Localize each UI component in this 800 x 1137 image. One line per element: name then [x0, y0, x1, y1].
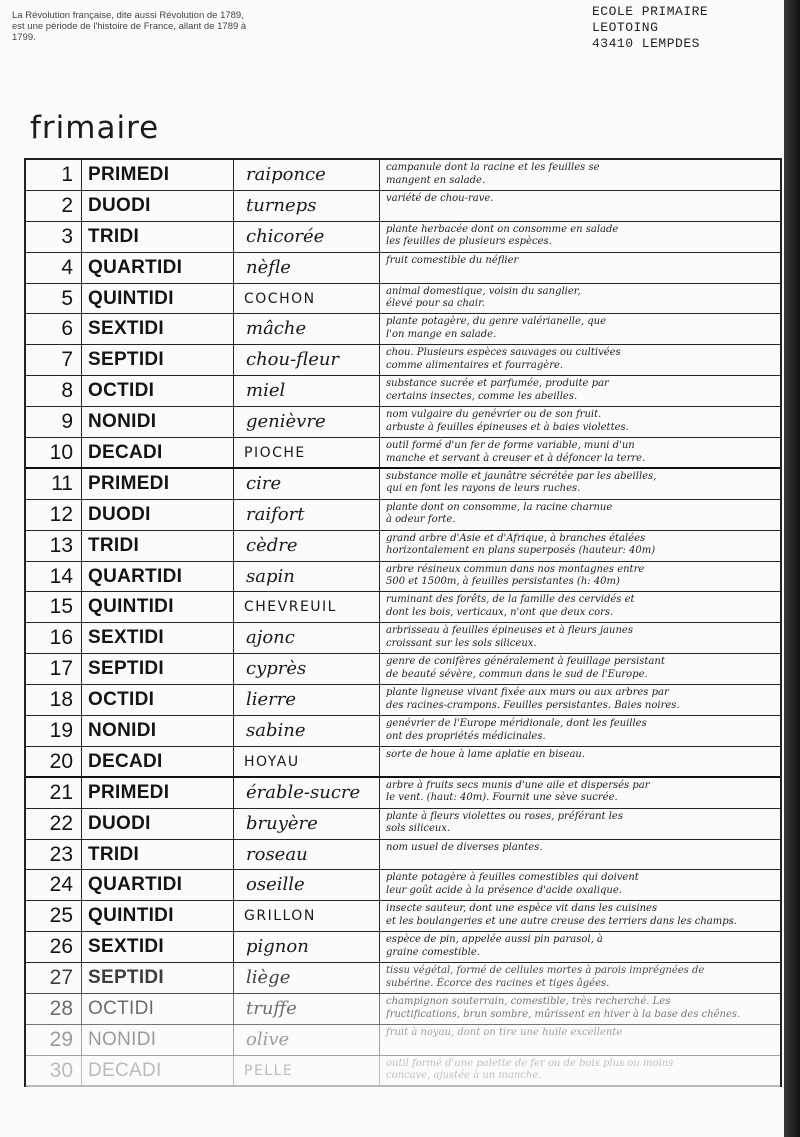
day-definition [380, 1056, 780, 1085]
calendar-row [26, 870, 780, 901]
day-name: NONIDI [82, 407, 234, 437]
definition-line: le vent. (haut: 40m). Fournit une sève sucrée. [386, 792, 618, 804]
day-number: 8 [26, 376, 82, 406]
definition-line: plante herbacée dont on consomme en salade [386, 223, 619, 235]
day-name: DUODI [82, 191, 234, 221]
calendar-row [26, 963, 780, 994]
day-definition [380, 160, 780, 190]
calendar-row [26, 994, 780, 1025]
day-number: 4 [26, 253, 82, 283]
day-item-name: turneps [234, 191, 380, 221]
day-definition [380, 284, 780, 314]
day-name: QUINTIDI [82, 901, 234, 931]
definition-line: tissu végétal, formé de cellules mortes à parois imprégnées de [386, 965, 705, 977]
calendar-row [26, 469, 780, 500]
day-definition [380, 253, 780, 283]
day-number: 12 [26, 500, 82, 530]
definition-line: insecte sauteur, dont une espèce vit dans les cuisines [386, 903, 658, 915]
definition-line: variété de chou-rave. [386, 192, 494, 204]
day-item-name: cèdre [234, 531, 380, 561]
day-item-name: miel [234, 376, 380, 406]
day-number: 6 [26, 314, 82, 344]
day-definition [380, 531, 780, 561]
day-name: SEXTIDI [82, 623, 234, 653]
calendar-row [26, 840, 780, 871]
calendar-row [26, 562, 780, 593]
day-definition [380, 809, 780, 839]
day-name: QUARTIDI [82, 870, 234, 900]
definition-line: leur goût acide à la présence d'acide oxalique. [386, 884, 622, 896]
definition-line: ruminant des forêts, de la famille des cervidés et [386, 594, 635, 606]
day-name: PRIMEDI [82, 469, 234, 499]
day-name: QUARTIDI [82, 253, 234, 283]
calendar-row [26, 932, 780, 963]
day-definition [380, 994, 780, 1024]
day-item-name: cire [234, 469, 380, 499]
day-name: OCTIDI [82, 376, 234, 406]
day-definition [380, 778, 780, 808]
calendar-row [26, 623, 780, 654]
day-name: NONIDI [82, 1025, 234, 1055]
day-item-name: cyprès [234, 654, 380, 684]
day-item-name: COCHON [234, 284, 380, 314]
definition-line: concave, ajustée à un manche. [386, 1070, 542, 1082]
definition-line: nom vulgaire du genévrier ou de son fruit. [386, 409, 602, 421]
day-name: SEPTIDI [82, 654, 234, 684]
day-number: 21 [26, 778, 82, 808]
day-definition [380, 623, 780, 653]
definition-line: horizontalement en plans superposés (hauteur: 40m) [386, 545, 656, 557]
definition-line: dont les bois, verticaux, n'ont que deux cors. [386, 606, 614, 618]
day-number: 7 [26, 345, 82, 375]
definition-line: arbuste à feuilles épineuses et à baies violettes. [386, 421, 629, 433]
day-number: 15 [26, 592, 82, 622]
day-number: 2 [26, 191, 82, 221]
day-definition [380, 1025, 780, 1055]
day-name: SEPTIDI [82, 963, 234, 993]
day-name: TRIDI [82, 531, 234, 561]
day-name: TRIDI [82, 840, 234, 870]
definition-line: outil formé d'une palette de fer ou de bois plus ou moins [386, 1057, 674, 1069]
calendar-row [26, 160, 780, 191]
day-name: DUODI [82, 809, 234, 839]
definition-line: plante ligneuse vivant fixée aux murs ou aux arbres par [386, 687, 669, 699]
definition-line: plante potagère à feuilles comestibles qui doivent [386, 872, 639, 884]
definition-line: mangent en salade. [386, 174, 486, 186]
calendar-row [26, 685, 780, 716]
definition-line: animal domestique, voisin du sanglier, [386, 285, 581, 297]
day-definition [380, 747, 780, 776]
definition-line: comme alimentaires et fourragère. [386, 359, 564, 371]
day-definition [380, 654, 780, 684]
day-number: 24 [26, 870, 82, 900]
calendar-row [26, 531, 780, 562]
definition-line: espèce de pin, appelée aussi pin parasol, à [386, 934, 603, 946]
day-item-name: mâche [234, 314, 380, 344]
day-number: 14 [26, 562, 82, 592]
scan-edge [784, 0, 800, 1137]
definition-line: sols siliceux. [386, 823, 451, 835]
calendar-row [26, 901, 780, 932]
day-item-name: pignon [234, 932, 380, 962]
day-item-name: liège [234, 963, 380, 993]
day-number: 3 [26, 222, 82, 252]
calendar-row [26, 747, 780, 778]
month-title: frimaire [30, 110, 160, 146]
day-definition [380, 345, 780, 375]
day-item-name: lierre [234, 685, 380, 715]
definition-line: genévrier de l'Europe méridionale, dont les feuilles [386, 718, 647, 730]
definition-line: et les boulangeries et une autre creuse des terriers dans les champs. [386, 915, 737, 927]
day-number: 30 [26, 1056, 82, 1085]
day-item-name: sabine [234, 716, 380, 746]
day-name: PRIMEDI [82, 160, 234, 190]
day-number: 17 [26, 654, 82, 684]
definition-line: arbre à fruits secs munis d'une aile et dispersés par [386, 779, 650, 791]
calendar-row [26, 222, 780, 253]
calendar-row [26, 407, 780, 438]
definition-line: les feuilles de plusieurs espèces. [386, 236, 552, 248]
definition-line: substance molle et jaunâtre sécrétée par les abeilles, [386, 470, 657, 482]
day-definition [380, 901, 780, 931]
day-definition [380, 376, 780, 406]
day-definition [380, 963, 780, 993]
definition-line: fruit comestible du néflier [386, 254, 519, 266]
definition-line: outil formé d'un fer de forme variable, muni d'un [386, 440, 635, 452]
day-definition [380, 191, 780, 221]
definition-line: substance sucrée et parfumée, produite par [386, 378, 609, 390]
definition-line: plante à fleurs violettes ou roses, préférant les [386, 810, 623, 822]
day-definition [380, 932, 780, 962]
calendar-row [26, 500, 780, 531]
definition-line: élevé pour sa chair. [386, 298, 485, 310]
day-item-name: PIOCHE [234, 438, 380, 467]
day-number: 22 [26, 809, 82, 839]
day-name: SEPTIDI [82, 345, 234, 375]
day-name: DUODI [82, 500, 234, 530]
day-number: 20 [26, 747, 82, 776]
definition-line: plante dont on consomme, la racine charnue [386, 501, 613, 513]
day-name: DECADI [82, 1056, 234, 1085]
day-name: QUINTIDI [82, 592, 234, 622]
day-definition [380, 407, 780, 437]
intro-text: La Révolution française, dite aussi Révolution de 1789, est une période de l'histoire de France, allant de 1789 à 1799. [12, 10, 247, 43]
day-number: 13 [26, 531, 82, 561]
day-name: SEXTIDI [82, 314, 234, 344]
day-number: 18 [26, 685, 82, 715]
day-definition [380, 314, 780, 344]
day-name: PRIMEDI [82, 778, 234, 808]
definition-line: des racines-crampons. Feuilles persistantes. Baies noires. [386, 699, 680, 711]
day-item-name: chicorée [234, 222, 380, 252]
day-name: TRIDI [82, 222, 234, 252]
school-address: ECOLE PRIMAIRE LEOTOING 43410 LEMPDES [592, 4, 709, 51]
definition-line: plante potagère, du genre valérianelle, que [386, 316, 607, 328]
definition-line: fruit à noyau, dont on tire une huile excellente [386, 1026, 623, 1038]
day-name: OCTIDI [82, 685, 234, 715]
day-definition [380, 469, 780, 499]
definition-line: fructifications, brun sombre, mûrissent en hiver à la base des chênes. [386, 1008, 741, 1020]
day-number: 19 [26, 716, 82, 746]
definition-line: l'on mange en salade. [386, 328, 497, 340]
definition-line: champignon souterrain, comestible, très recherché. Les [386, 996, 671, 1008]
day-name: QUINTIDI [82, 284, 234, 314]
definition-line: de beauté sévère, commun dans le sud de l'Europe. [386, 668, 648, 680]
day-name: DECADI [82, 438, 234, 467]
definition-line: manche et servant à creuser et à défoncer la terre. [386, 452, 646, 464]
day-item-name: raifort [234, 500, 380, 530]
day-item-name: nèfle [234, 253, 380, 283]
day-definition [380, 500, 780, 530]
day-number: 10 [26, 438, 82, 467]
day-number: 27 [26, 963, 82, 993]
day-item-name: PELLE [234, 1056, 380, 1085]
day-definition [380, 716, 780, 746]
calendar-row [26, 654, 780, 685]
day-number: 25 [26, 901, 82, 931]
day-item-name: érable-sucre [234, 778, 380, 808]
day-item-name: chou-fleur [234, 345, 380, 375]
day-definition [380, 592, 780, 622]
day-number: 1 [26, 160, 82, 190]
day-number: 28 [26, 994, 82, 1024]
calendar-row [26, 716, 780, 747]
definition-line: graine comestible. [386, 946, 480, 958]
definition-line: ont des propriétés médicinales. [386, 730, 546, 742]
day-definition [380, 685, 780, 715]
day-name: OCTIDI [82, 994, 234, 1024]
day-number: 23 [26, 840, 82, 870]
day-item-name: genièvre [234, 407, 380, 437]
day-number: 9 [26, 407, 82, 437]
calendar-row [26, 253, 780, 284]
calendar-table [24, 158, 782, 1087]
calendar-row [26, 191, 780, 222]
day-item-name: sapin [234, 562, 380, 592]
calendar-row [26, 376, 780, 407]
day-item-name: olive [234, 1025, 380, 1055]
definition-line: campanule dont la racine et les feuilles se [386, 162, 600, 173]
day-item-name: CHEVREUIL [234, 592, 380, 622]
day-number: 5 [26, 284, 82, 314]
calendar-row [26, 809, 780, 840]
calendar-row [26, 314, 780, 345]
day-item-name: raiponce [234, 160, 380, 190]
definition-line: grand arbre d'Asie et d'Afrique, à branches étalées [386, 532, 646, 544]
calendar-row [26, 1056, 780, 1087]
day-number: 26 [26, 932, 82, 962]
day-name: SEXTIDI [82, 932, 234, 962]
day-item-name: ajonc [234, 623, 380, 653]
day-name: NONIDI [82, 716, 234, 746]
definition-line: 500 et 1500m, à feuilles persistantes (h: 40m) [386, 576, 620, 588]
day-item-name: oseille [234, 870, 380, 900]
day-name: QUARTIDI [82, 562, 234, 592]
definition-line: nom usuel de diverses plantes. [386, 841, 543, 853]
definition-line: croissant sur les sols siliceux. [386, 637, 537, 649]
day-definition [380, 222, 780, 252]
calendar-row [26, 284, 780, 315]
day-definition [380, 840, 780, 870]
calendar-row [26, 1025, 780, 1056]
definition-line: arbrisseau à feuilles épineuses et à fleurs jaunes [386, 625, 633, 637]
definition-line: chou. Plusieurs espèces sauvages ou cultivées [386, 347, 621, 359]
day-number: 29 [26, 1025, 82, 1055]
calendar-row [26, 778, 780, 809]
day-item-name: GRILLON [234, 901, 380, 931]
day-item-name: bruyère [234, 809, 380, 839]
day-definition [380, 870, 780, 900]
day-definition [380, 438, 780, 467]
definition-line: qui en font les rayons de leurs ruches. [386, 483, 581, 495]
definition-line: subérine. Écorce des racines et tiges âgées. [386, 977, 610, 989]
day-definition [380, 562, 780, 592]
day-number: 11 [26, 469, 82, 499]
calendar-row [26, 592, 780, 623]
calendar-row [26, 438, 780, 469]
calendar-row [26, 345, 780, 376]
day-item-name: roseau [234, 840, 380, 870]
definition-line: certains insectes, comme les abeilles. [386, 390, 578, 402]
day-item-name: truffe [234, 994, 380, 1024]
day-name: DECADI [82, 747, 234, 776]
day-number: 16 [26, 623, 82, 653]
definition-line: arbre résineux commun dans nos montagnes entre [386, 563, 645, 575]
definition-line: à odeur forte. [386, 514, 456, 526]
definition-line: genre de conifères généralement à feuillage persistant [386, 656, 665, 668]
definition-line: sorte de houe à lame aplatie en biseau. [386, 748, 586, 760]
day-item-name: HOYAU [234, 747, 380, 776]
